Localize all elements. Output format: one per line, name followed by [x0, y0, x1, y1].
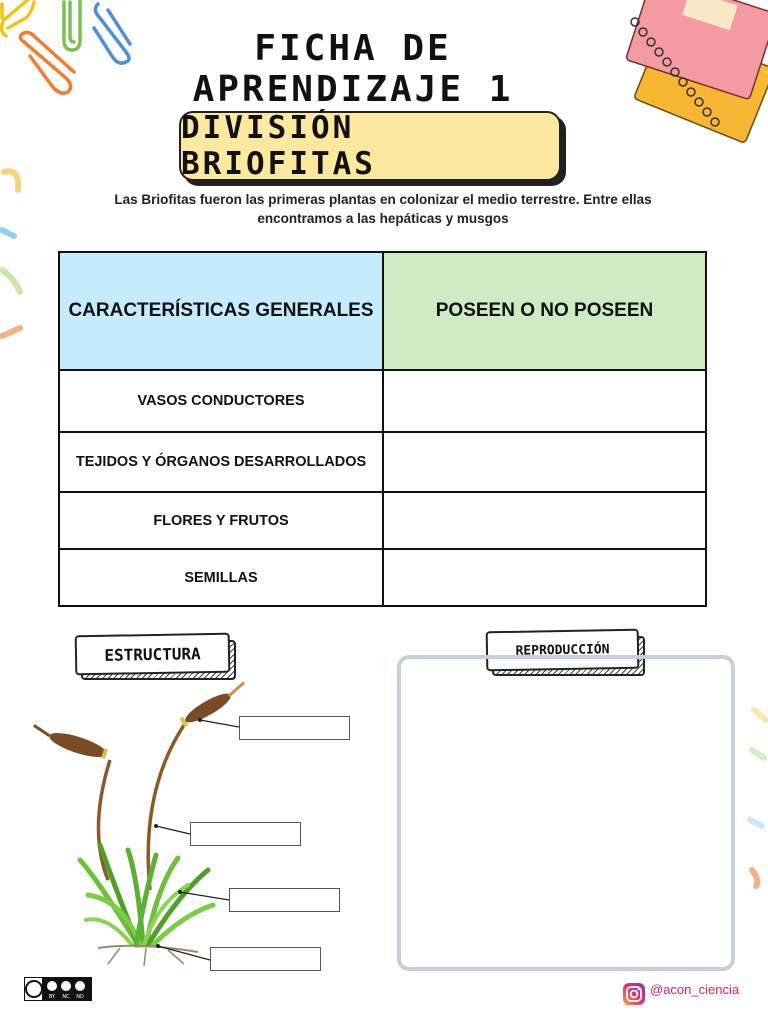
leaves-label-box[interactable] — [229, 888, 340, 912]
row-label: FLORES Y FRUTOS — [60, 493, 384, 548]
structure-ribbon — [75, 633, 231, 676]
cc-license-nc: NC — [62, 994, 70, 1000]
row-label: VASOS CONDUCTORES — [60, 371, 384, 431]
table-row — [60, 371, 705, 431]
table-header-characteristics: CARACTERÍSTICAS GENERALES — [60, 253, 384, 371]
reproduction-heading: REPRODUCCIÓN — [515, 641, 610, 659]
row-answer-cell[interactable] — [384, 550, 705, 605]
confetti-decoration-left — [0, 160, 26, 350]
subtitle-banner — [179, 111, 561, 181]
subtitle: DIVISIÓN BRIOFITAS — [181, 110, 376, 182]
row-label: TEJIDOS Y ÓRGANOS DESARROLLADOS — [60, 433, 384, 491]
row-answer-cell[interactable] — [384, 493, 705, 548]
confetti-decoration-right — [746, 700, 768, 890]
notebooks-decoration — [615, 0, 768, 150]
cc-license-badge — [24, 977, 92, 1001]
capsule-label-box[interactable] — [239, 716, 350, 740]
instagram-icon — [622, 982, 646, 1006]
paper-clips-decoration — [0, 0, 140, 95]
row-label: SEMILLAS — [60, 550, 384, 605]
cc-license-by: BY — [48, 994, 56, 1000]
cc-license-nd: ND — [76, 994, 84, 1000]
row-answer-cell[interactable] — [384, 433, 705, 491]
instagram-handle[interactable]: @acon_ciencia — [650, 982, 740, 997]
table-header-possess: POSEEN O NO POSEEN — [384, 253, 705, 371]
characteristics-table — [58, 251, 707, 607]
intro-text: Las Briofitas fueron las primeras plantas en colonizar el medio terrestre. Entre ellas encontramos a las hepáticas y musgos — [114, 192, 652, 226]
table-row — [60, 550, 705, 605]
table-row — [60, 433, 705, 491]
reproduction-drawing-area[interactable] — [397, 655, 735, 971]
rhizoids-label-box[interactable] — [210, 947, 321, 971]
seta-label-box[interactable] — [190, 822, 301, 846]
table-row — [60, 493, 705, 548]
row-answer-cell[interactable] — [384, 371, 705, 431]
structure-heading: ESTRUCTURA — [104, 643, 201, 665]
page-title: FICHA DE APRENDIZAJE 1 — [192, 28, 514, 110]
